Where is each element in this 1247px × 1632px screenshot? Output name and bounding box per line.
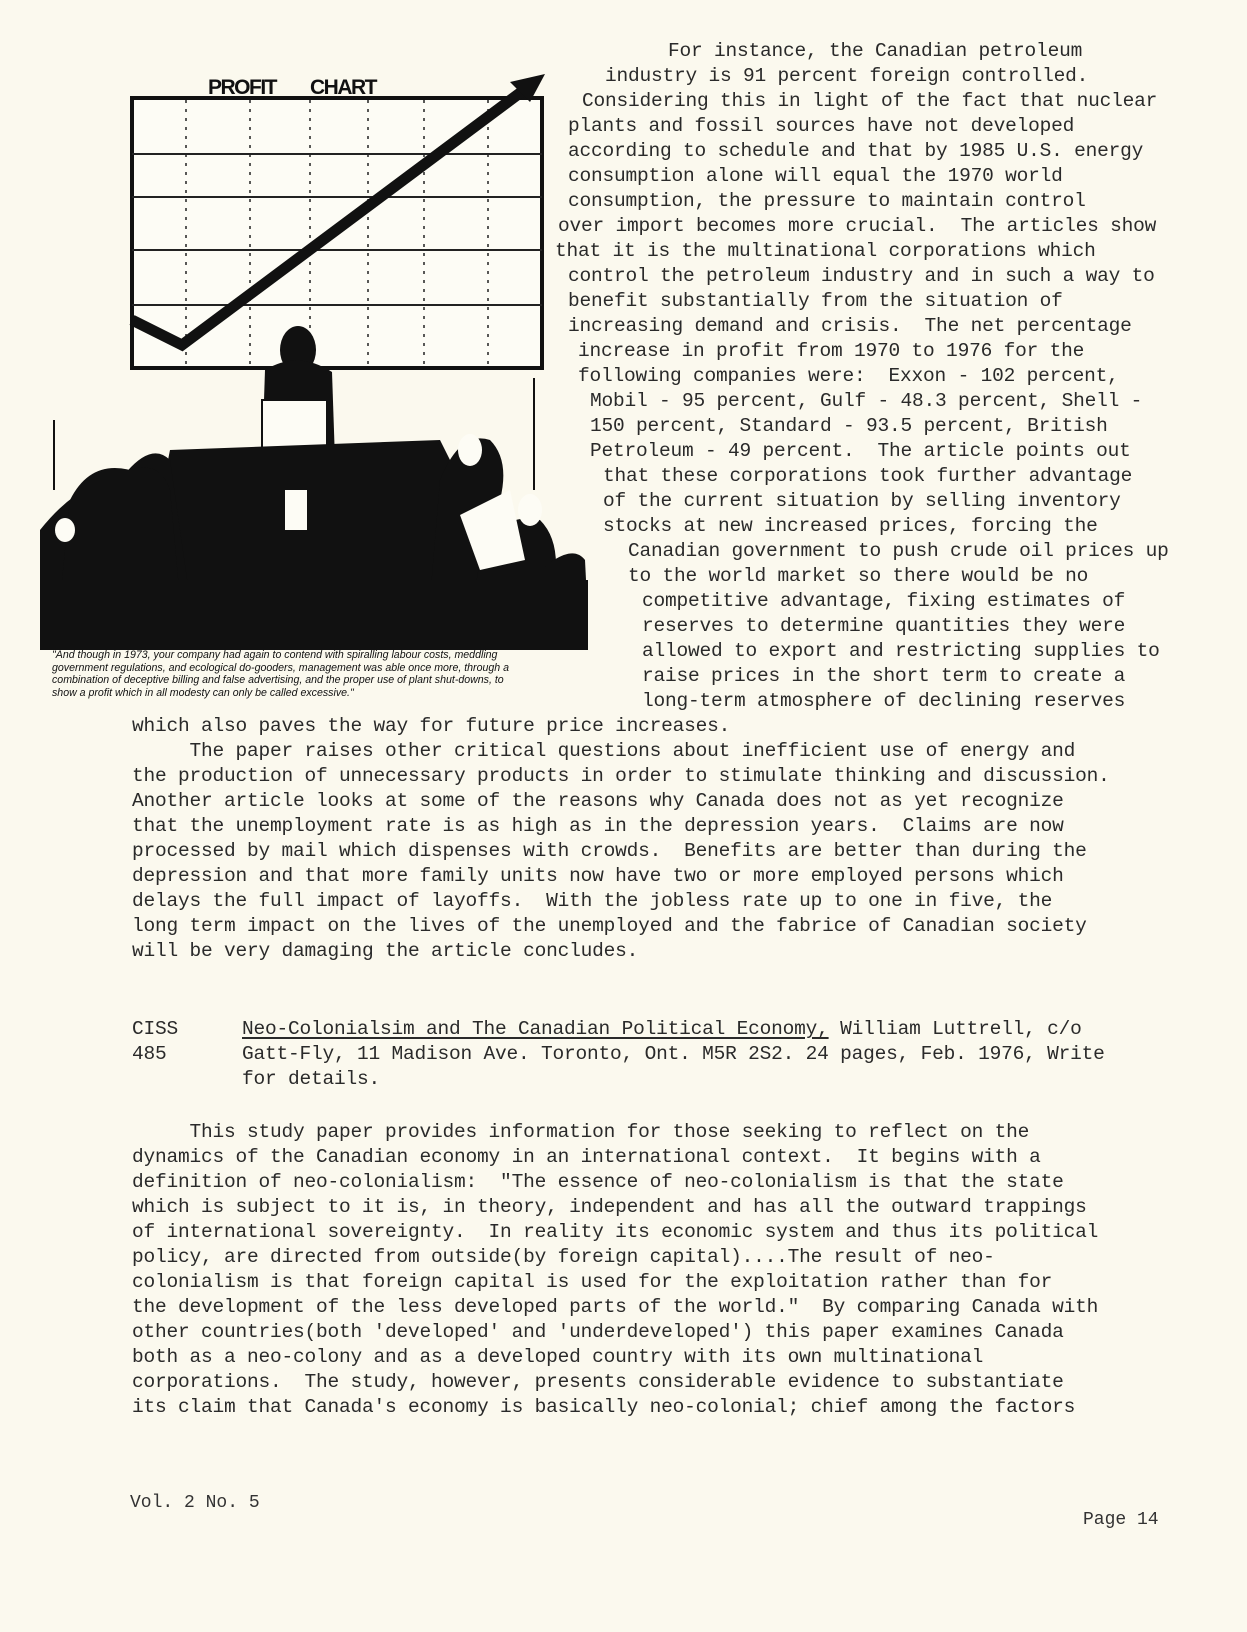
- citation-author: William Luttrell, c/o: [828, 1018, 1082, 1040]
- text-line: Considering this in light of the fact that nuclear: [582, 90, 1158, 112]
- text-line: which also paves the way for future price increases.: [132, 715, 731, 737]
- text-line: definition of neo-colonialism: "The essence of neo-colonialism is that the state: [132, 1171, 1064, 1193]
- text-line: delays the full impact of layoffs. With the jobless rate up to one in five, the: [132, 890, 1053, 912]
- citation-code-number: 485: [132, 1043, 167, 1065]
- chart-title-profit: PROFIT: [208, 76, 276, 99]
- caption-line: "And though in 1973, your company had again to contend with spiralling labour costs, meddling: [52, 649, 498, 661]
- text-line: its claim that Canada's economy is basically neo-colonial; chief among the factors: [132, 1396, 1076, 1418]
- text-line: other countries(both 'developed' and 'underdeveloped') this paper examines Canada: [132, 1321, 1064, 1343]
- text-line: benefit substantially from the situation of: [568, 290, 1063, 312]
- citation-code: CISS: [132, 1018, 179, 1040]
- text-line: depression and that more family units now have two or more employed persons which: [132, 865, 1064, 887]
- text-line: policy, are directed from outside(by foreign capital)....The result of neo-: [132, 1246, 995, 1268]
- citation-line-1: [242, 1017, 1082, 1041]
- text-line: 150 percent, Standard - 93.5 percent, British: [590, 415, 1108, 437]
- text-line: the production of unnecessary products in order to stimulate thinking and discussion.: [132, 765, 1110, 787]
- text-line: that it is the multinational corporations which: [555, 240, 1096, 262]
- text-line: the development of the less developed parts of the world." By comparing Canada with: [132, 1296, 1099, 1318]
- text-line: of the current situation by selling inventory: [603, 490, 1121, 512]
- text-line: increase in profit from 1970 to 1976 for the: [578, 340, 1085, 362]
- text-line: increasing demand and crisis. The net percentage: [568, 315, 1132, 337]
- page-number: Page 14: [1083, 1510, 1159, 1530]
- text-line: competitive advantage, fixing estimates of: [642, 590, 1126, 612]
- text-line: colonialism is that foreign capital is used for the exploitation rather than for: [132, 1271, 1053, 1293]
- text-line: long-term atmosphere of declining reserves: [642, 690, 1126, 712]
- text-line: consumption, the pressure to maintain control: [568, 190, 1086, 212]
- text-line: according to schedule and that by 1985 U.S. energy: [568, 140, 1144, 162]
- cartoon-caption: [52, 649, 612, 699]
- text-line: that these corporations took further advantage: [603, 465, 1133, 487]
- citation-line-3: for details.: [242, 1068, 381, 1090]
- text-line: consumption alone will equal the 1970 world: [568, 165, 1063, 187]
- text-line: raise prices in the short term to create a: [642, 665, 1126, 687]
- text-line: processed by mail which dispenses with crowds. Benefits are better than during the: [132, 840, 1087, 862]
- text-line: following companies were: Exxon - 102 percent,: [578, 365, 1119, 387]
- text-line: to the world market so there would be no: [628, 565, 1089, 587]
- text-line: Mobil - 95 percent, Gulf - 48.3 percent, Shell -: [590, 390, 1143, 412]
- text-line: will be very damaging the article concludes.: [132, 940, 639, 962]
- text-line: of international sovereignty. In reality its economic system and thus its political: [132, 1221, 1099, 1243]
- text-line: allowed to export and restricting supplies to: [642, 640, 1160, 662]
- text-line: both as a neo-colony and as a developed country with its own multinational: [132, 1346, 984, 1368]
- text-line: industry is 91 percent foreign controlled.: [605, 65, 1089, 87]
- chart-title-chart: CHART: [310, 76, 376, 99]
- text-line: which is subject to it is, in theory, independent and has all the outward trappings: [132, 1196, 1087, 1218]
- profit-chart-cartoon: [40, 60, 620, 650]
- text-line: plants and fossil sources have not developed: [568, 115, 1075, 137]
- text-line: control the petroleum industry and in such a way to: [568, 265, 1155, 287]
- citation-line-2: Gatt-Fly, 11 Madison Ave. Toronto, Ont. M5R 2S2. 24 pages, Feb. 1976, Write: [242, 1043, 1105, 1065]
- text-line: The paper raises other critical questions about inefficient use of energy and: [132, 740, 1076, 762]
- caption-line: show a profit which in all modesty can only be called excessive.": [52, 686, 354, 699]
- text-line: Canadian government to push crude oil prices up: [628, 540, 1169, 562]
- text-line: This study paper provides information for those seeking to reflect on the: [132, 1121, 1030, 1143]
- text-line: Another article looks at some of the reasons why Canada does not as yet recognize: [132, 790, 1064, 812]
- text-line: long term impact on the lives of the unemployed and the fabrice of Canadian society: [132, 915, 1087, 937]
- caption-line: government regulations, and ecological do-gooders, management was able once more, through a: [52, 661, 509, 674]
- issue-label: Vol. 2 No. 5: [130, 1493, 260, 1513]
- text-line: For instance, the Canadian petroleum: [668, 40, 1083, 62]
- text-line: over import becomes more crucial. The articles show: [558, 215, 1157, 237]
- text-line: Petroleum - 49 percent. The article points out: [590, 440, 1131, 462]
- text-line: dynamics of the Canadian economy in an international context. It begins with a: [132, 1146, 1041, 1168]
- text-line: stocks at new increased prices, forcing the: [603, 515, 1098, 537]
- caption-line: combination of deceptive billing and false advertising, and the proper use of plant shut-downs, to: [52, 674, 504, 686]
- text-line: reserves to determine quantities they were: [642, 615, 1126, 637]
- citation-title: Neo-Colonialsim and The Canadian Political Economy,: [242, 1018, 829, 1040]
- text-line: that the unemployment rate is as high as in the depression years. Claims are now: [132, 815, 1064, 837]
- text-line: corporations. The study, however, presents considerable evidence to substantiate: [132, 1371, 1064, 1393]
